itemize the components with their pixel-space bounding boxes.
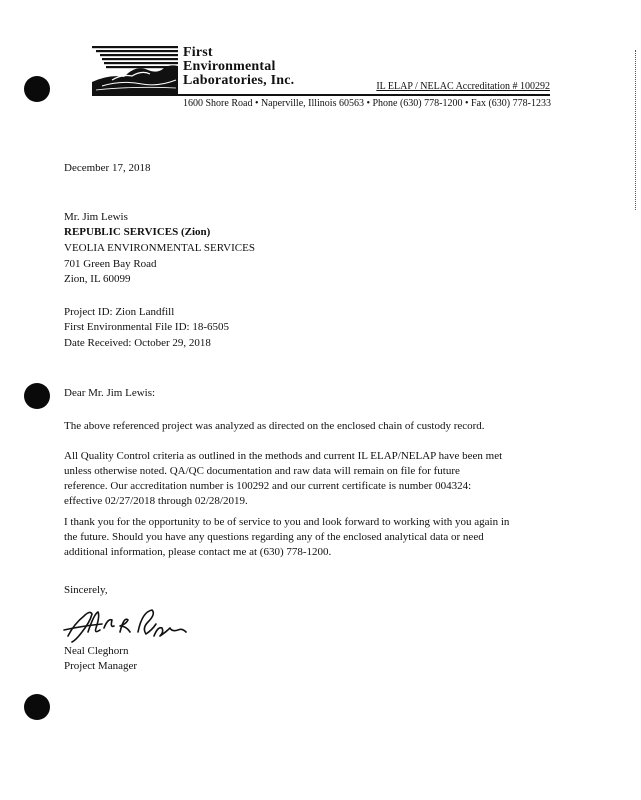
company-name-line3: Laboratories, Inc. xyxy=(183,73,295,88)
paragraph-analysis: The above referenced project was analyzed as directed on the enclosed chain of custody record. xyxy=(64,420,485,432)
paragraph-line: All Quality Control criteria as outlined in the methods and current IL ELAP/NELAP have been met xyxy=(64,450,503,462)
paragraph-line: unless otherwise noted. QA/QC documentation and raw data will remain on file for future xyxy=(64,465,460,477)
paragraph-quality-control xyxy=(64,449,534,509)
company-address: 1600 Shore Road • Naperville, Illinois 60563 • Phone (630) 778-1200 • Fax (630) 778-1233 xyxy=(183,98,551,109)
salutation: Dear Mr. Jim Lewis: xyxy=(64,387,156,399)
company-name-line2: Environmental xyxy=(183,59,276,74)
signature-image xyxy=(62,602,192,648)
punch-hole-bottom xyxy=(24,694,50,720)
punch-hole-middle xyxy=(24,383,50,409)
company-name-line1: First xyxy=(183,45,213,60)
letterhead-divider xyxy=(92,94,550,96)
paragraph-line: the future. Should you have any questions regarding any of the enclosed analytical data or need xyxy=(64,531,484,543)
signer-title: Project Manager xyxy=(64,660,137,672)
project-id: Project ID: Zion Landfill xyxy=(64,306,175,318)
date-received: Date Received: October 29, 2018 xyxy=(64,337,211,349)
recipient-company: REPUBLIC SERVICES (Zion) xyxy=(64,226,211,238)
recipient-company-secondary: VEOLIA ENVIRONMENTAL SERVICES xyxy=(64,242,255,254)
paragraph-line: effective 02/27/2018 through 02/28/2019. xyxy=(64,495,248,507)
recipient-city: Zion, IL 60099 xyxy=(64,273,131,285)
punch-hole-top xyxy=(24,76,50,102)
letter-date: December 17, 2018 xyxy=(64,162,151,174)
recipient-name: Mr. Jim Lewis xyxy=(64,211,128,223)
file-id: First Environmental File ID: 18-6505 xyxy=(64,321,229,333)
company-logo-icon xyxy=(92,44,180,96)
paragraph-thanks xyxy=(64,515,534,560)
signer-name: Neal Cleghorn xyxy=(64,645,129,657)
company-name xyxy=(183,46,294,88)
paragraph-line: reference. Our accreditation number is 100292 and our current certificate is number 004324: xyxy=(64,480,472,492)
scan-edge-marks xyxy=(635,50,638,210)
recipient-street: 701 Green Bay Road xyxy=(64,258,157,270)
accreditation-number: IL ELAP / NELAC Accreditation # 100292 xyxy=(376,81,550,92)
paragraph-line: I thank you for the opportunity to be of service to you and look forward to working with you again in xyxy=(64,516,510,528)
closing: Sincerely, xyxy=(64,584,108,596)
paragraph-line: additional information, please contact me at (630) 778-1200. xyxy=(64,546,332,558)
